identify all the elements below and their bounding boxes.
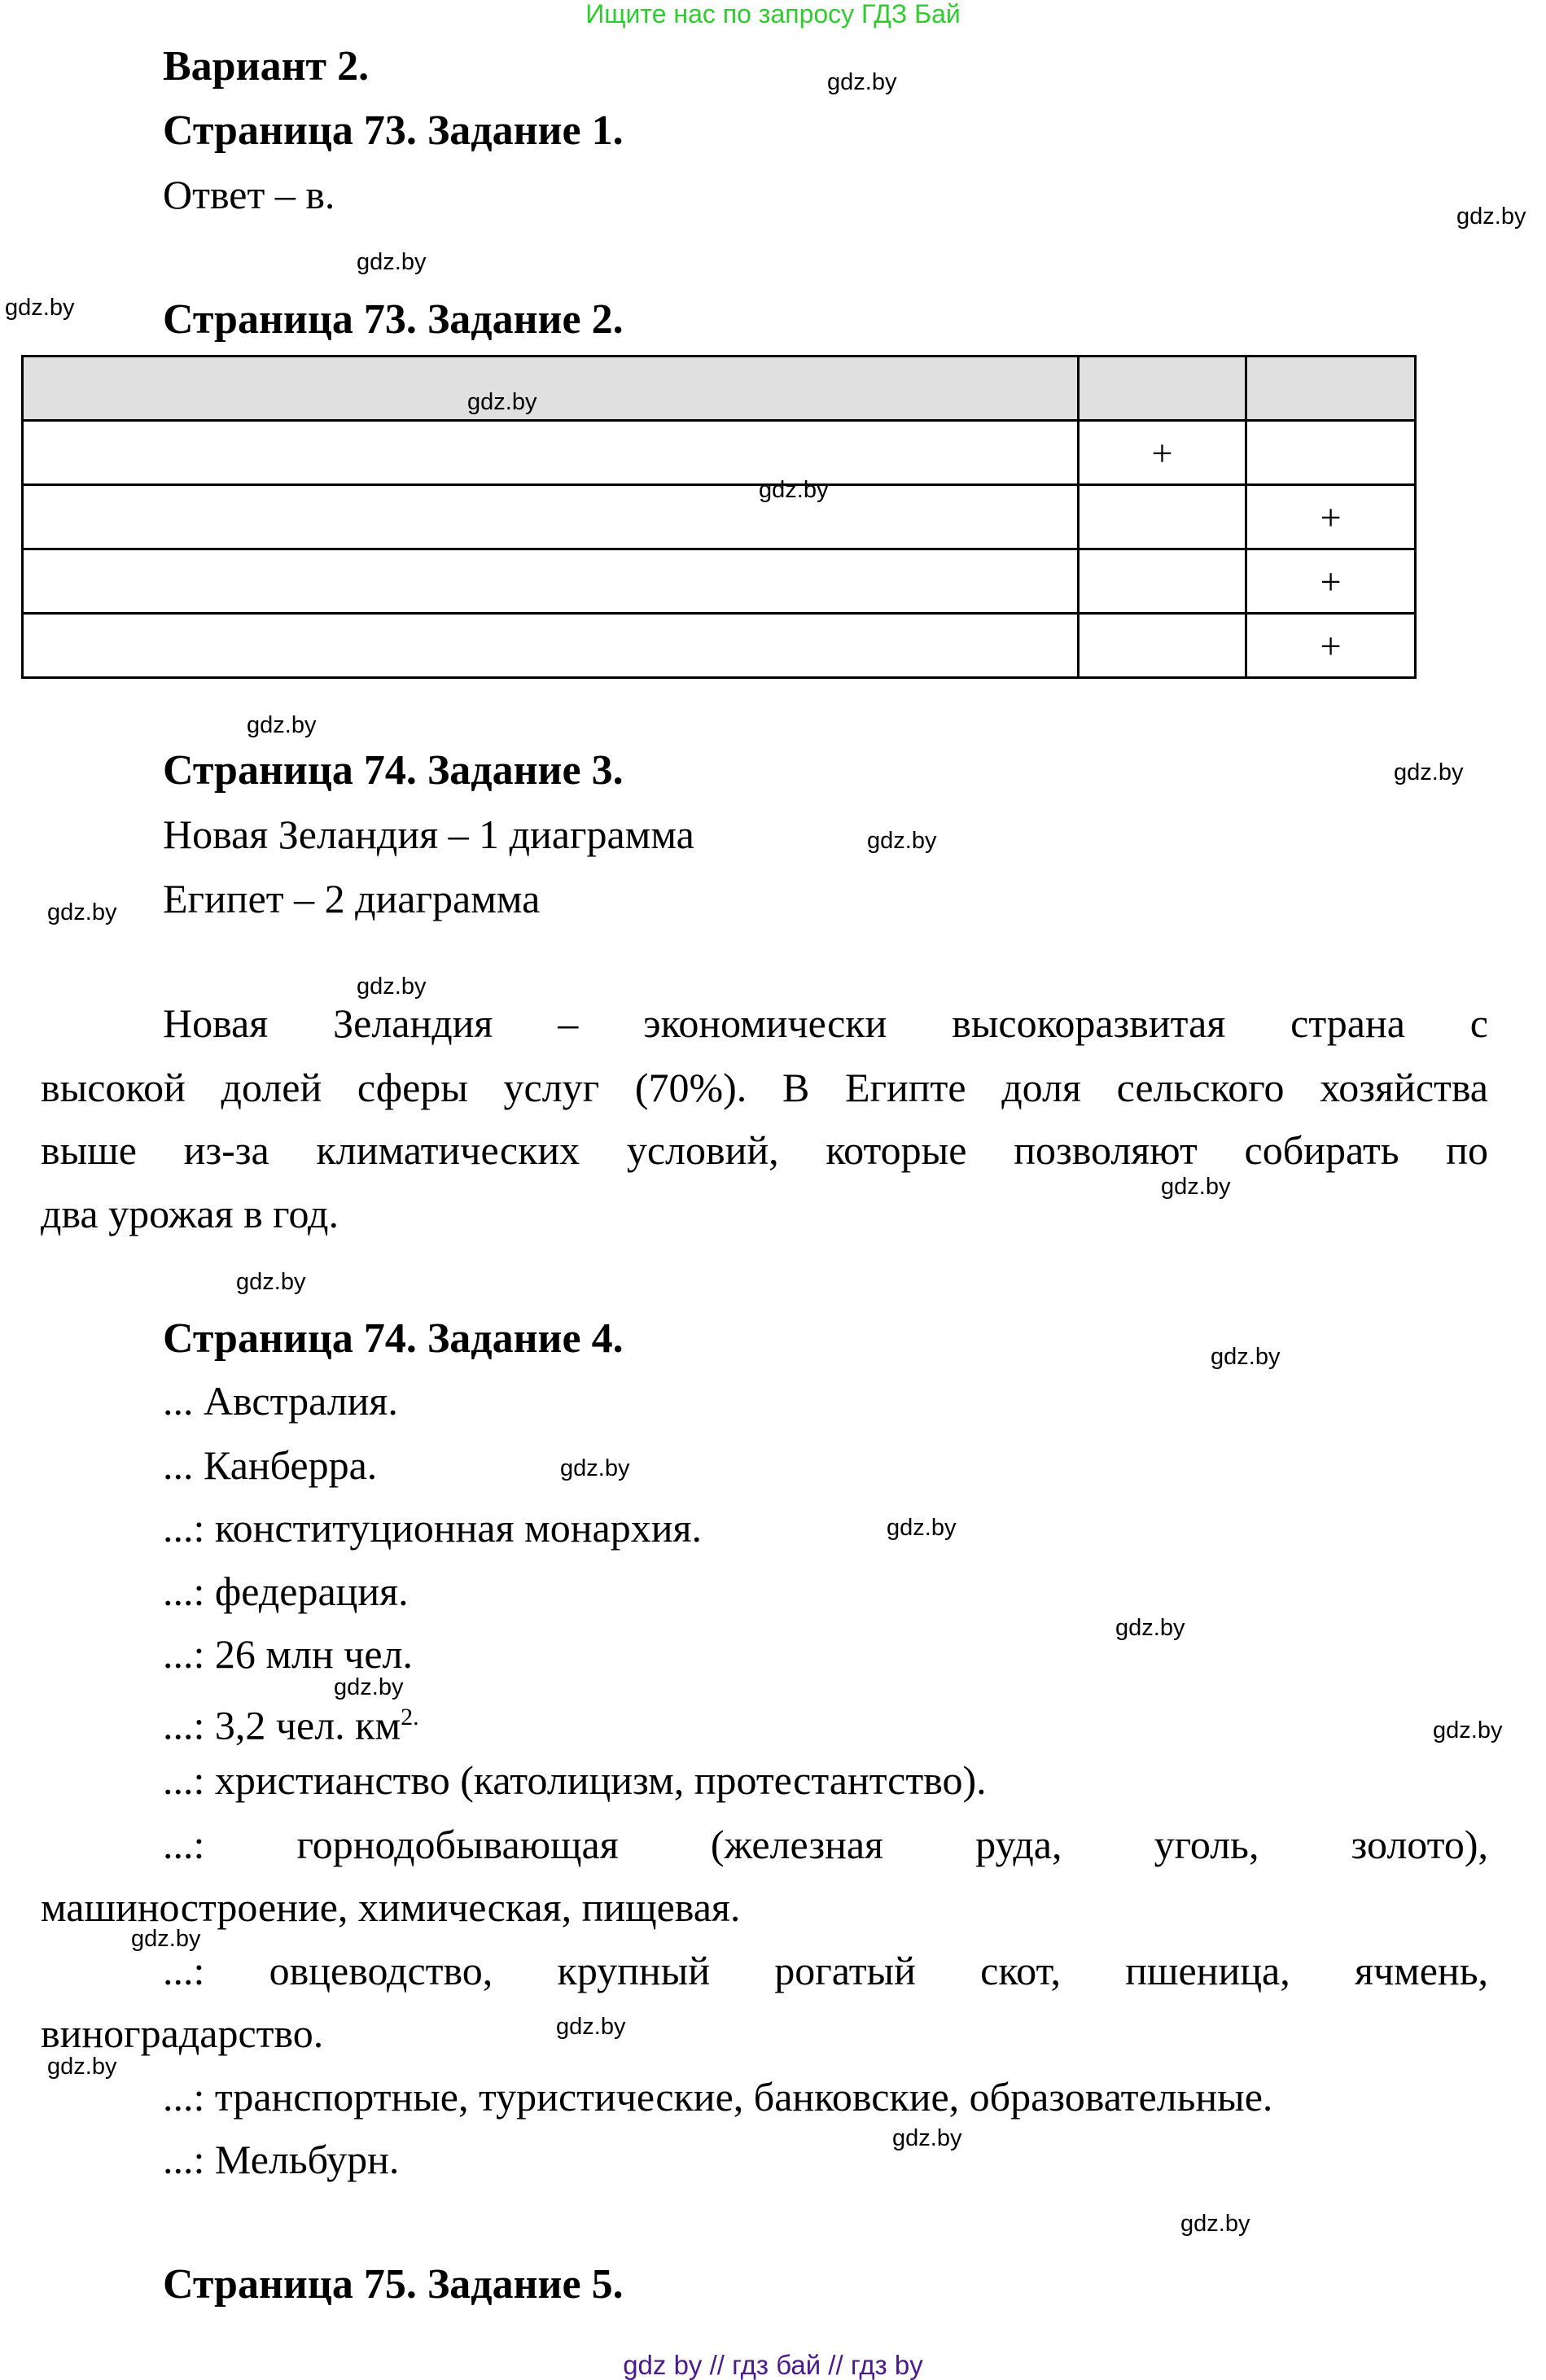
- search-banner[interactable]: Ищите нас по запросу ГДЗ Бай: [585, 0, 961, 28]
- watermark: gdz.by: [357, 249, 427, 275]
- list-item: ...: 26 млн чел.: [163, 1631, 414, 1677]
- table-cell: [1078, 357, 1246, 421]
- table-cell: [1246, 357, 1416, 421]
- watermark: gdz.by: [467, 389, 537, 415]
- watermark: gdz.by: [236, 1269, 306, 1295]
- task2-title: Страница 73. Задание 2.: [163, 296, 624, 343]
- watermark: gdz.by: [887, 1515, 957, 1541]
- task5-title: Страница 75. Задание 5.: [163, 2261, 624, 2308]
- table-cell: [23, 485, 1079, 549]
- task3-paragraph-line: Новая Зеландия – экономически высокоразвитая страна с: [163, 1000, 1488, 1046]
- list-item: ...: конституционная монархия.: [163, 1505, 702, 1551]
- task3-line2: Египет – 2 диаграмма: [163, 876, 541, 921]
- table-row: [23, 421, 1416, 485]
- list-item: [163, 1693, 419, 1750]
- watermark: gdz.by: [334, 1674, 404, 1700]
- watermark: gdz.by: [5, 295, 75, 321]
- footer-links[interactable]: gdz by // гдз бай // гдз by: [623, 2350, 923, 2380]
- task3-paragraph-line: выше из-за климатических условий, которые позволяют собирать по: [41, 1127, 1488, 1173]
- table-cell: +: [1078, 421, 1246, 485]
- list-item: ...: Мельбурн.: [163, 2137, 400, 2182]
- watermark: gdz.by: [1211, 1344, 1281, 1370]
- list-item: виноградарство.: [41, 2010, 324, 2056]
- task3-paragraph-line: высокой долей сферы услуг (70%). В Египте доля сельского хозяйства: [41, 1065, 1488, 1110]
- task1-title: Страница 73. Задание 1.: [163, 107, 624, 154]
- watermark: gdz.by: [1394, 759, 1464, 785]
- table-cell: [23, 549, 1079, 614]
- density-text: ...: 3,2 чел. км: [163, 1702, 401, 1748]
- table-cell: [1078, 549, 1246, 614]
- table-cell: +: [1246, 549, 1416, 614]
- watermark: gdz.by: [247, 712, 317, 738]
- list-item: ...: горнодобывающая (железная руда, уголь, золото),: [163, 1822, 1488, 1867]
- watermark: gdz.by: [892, 2125, 962, 2151]
- table-row: [23, 549, 1416, 614]
- watermark: gdz.by: [556, 2014, 626, 2040]
- table-header-row: [23, 357, 1416, 421]
- watermark: gdz.by: [47, 899, 117, 925]
- table-row: [23, 614, 1416, 678]
- list-item: ...: христианство (католицизм, протестантство).: [163, 1757, 987, 1803]
- list-item: ... Канберра.: [163, 1442, 378, 1488]
- watermark: gdz.by: [1456, 203, 1526, 230]
- table-cell: +: [1246, 614, 1416, 678]
- table-cell: [23, 357, 1079, 421]
- watermark: gdz.by: [1161, 1174, 1231, 1200]
- list-item: ... Австралия.: [163, 1378, 398, 1424]
- watermark: gdz.by: [131, 1926, 201, 1952]
- table-cell: [23, 421, 1079, 485]
- variant-heading: Вариант 2.: [163, 43, 370, 90]
- list-item: машиностроение, химическая, пищевая.: [41, 1884, 741, 1930]
- task1-answer: Ответ – в.: [163, 172, 335, 217]
- list-item: ...: овцеводство, крупный рогатый скот, пшеница, ячмень,: [163, 1948, 1488, 1993]
- table-cell: [1078, 614, 1246, 678]
- superscript: 2.: [401, 1704, 419, 1730]
- table-cell: [23, 614, 1079, 678]
- task3-line1: Новая Зеландия – 1 диаграмма: [163, 812, 694, 857]
- watermark: gdz.by: [759, 477, 829, 503]
- watermark: gdz.by: [1115, 1615, 1185, 1641]
- watermark: gdz.by: [47, 2054, 117, 2080]
- list-item: ...: транспортные, туристические, банковские, образовательные.: [163, 2074, 1273, 2120]
- watermark: gdz.by: [1180, 2211, 1250, 2237]
- watermark: gdz.by: [357, 973, 427, 1000]
- watermark: gdz.by: [827, 69, 897, 95]
- watermark: gdz.by: [560, 1455, 630, 1481]
- table-row: [23, 485, 1416, 549]
- task3-paragraph-line: два урожая в год.: [41, 1191, 339, 1236]
- table-cell: +: [1246, 485, 1416, 549]
- watermark: gdz.by: [867, 828, 937, 854]
- table-cell: [1246, 421, 1416, 485]
- table-cell: [1078, 485, 1246, 549]
- task3-title: Страница 74. Задание 3.: [163, 747, 624, 794]
- list-item: ...: федерация.: [163, 1568, 409, 1614]
- watermark: gdz.by: [1433, 1717, 1503, 1743]
- task4-title: Страница 74. Задание 4.: [163, 1315, 624, 1362]
- task2-table: [21, 355, 1417, 679]
